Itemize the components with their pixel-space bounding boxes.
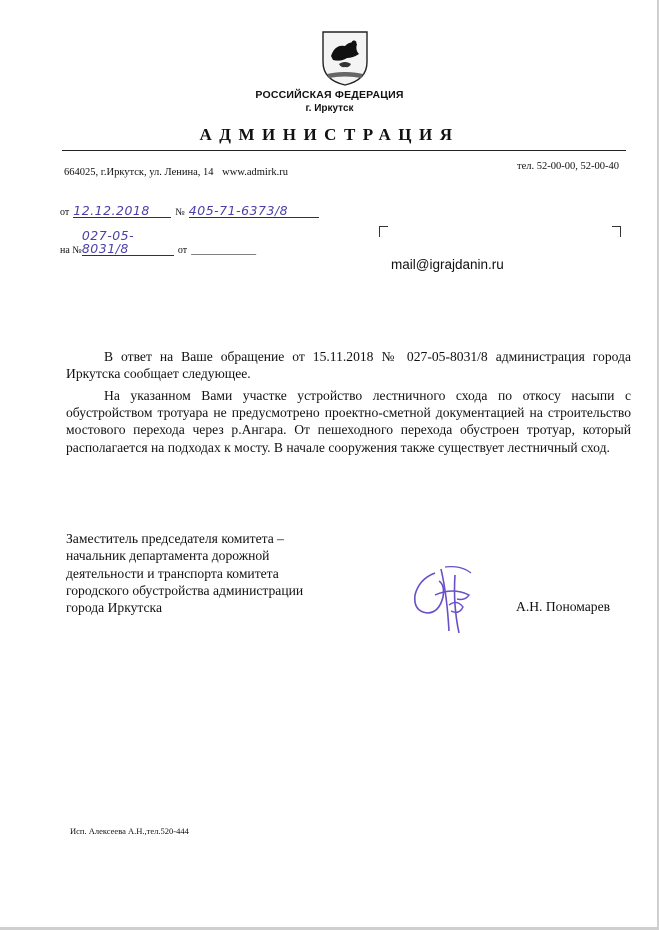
outgoing-number-value: 405-71-6373/8 — [189, 204, 319, 218]
letterhead-address: 664025, г.Иркутск, ул. Ленина, 14 — [64, 167, 214, 178]
recipient-email: mail@igrajdanin.ru — [391, 257, 504, 272]
signatory-position — [66, 530, 303, 616]
signatory-position-line: городского обустройства администрации — [66, 582, 304, 598]
incoming-number-value: 027-05-8031/8 — [82, 229, 174, 256]
incoming-number-label: на № — [60, 245, 82, 256]
letterhead-website: www.admirk.ru — [222, 167, 288, 178]
letterhead-phone: тел. 52-00-00, 52-00-40 — [517, 161, 619, 172]
letterhead-address-line — [64, 167, 288, 178]
outgoing-date-label: от — [60, 207, 70, 218]
incoming-date-label: от — [177, 245, 188, 256]
signatory-position-line: Заместитель председателя комитета – — [66, 531, 284, 546]
irkutsk-coat-of-arms-icon — [321, 30, 369, 86]
address-block-corner-right — [612, 226, 621, 237]
handwritten-signature — [405, 565, 485, 635]
address-block-corner-left — [379, 226, 388, 237]
executor-info: Исп. Алексеева А.Н.,тел.520-444 — [70, 826, 189, 836]
body-paragraph-2: На указанном Вами участке устройство лестничного схода по откосу насыпи с обустройством тротуара не предусмотрено проектно-сметной документацией на строительство мостового перехода через р.Ангара. От пешеходного перехода обустроен тротуар, который располагается на подходах к мосту. В начале сооружения также существует лестничный сход. — [66, 388, 631, 455]
incoming-reference — [60, 229, 256, 258]
signatory-position-line: города Иркутска — [66, 600, 162, 616]
outgoing-number-label: № — [175, 207, 185, 218]
letterhead-title: АДМИНИСТРАЦИЯ — [199, 125, 460, 144]
signatory-position-line: начальник департамента дорожной — [66, 548, 270, 564]
letterhead-city: г. Иркутск — [305, 103, 354, 114]
outgoing-registration — [60, 202, 319, 220]
signatory-name: А.Н. Пономарев — [516, 599, 611, 614]
incoming-date-value: _____________ — [191, 245, 257, 256]
outgoing-date-value: 12.12.2018 — [73, 204, 171, 218]
signatory-position-line: деятельности и транспорта комитета — [66, 565, 279, 581]
letterhead-divider — [62, 150, 626, 151]
body-paragraph-1: В ответ на Ваше обращение от 15.11.2018 № 027-05-8031/8 администрация города Иркутска сообщает следующее. — [66, 349, 631, 382]
letterhead-country: РОССИЙСКАЯ ФЕДЕРАЦИЯ — [255, 89, 404, 101]
